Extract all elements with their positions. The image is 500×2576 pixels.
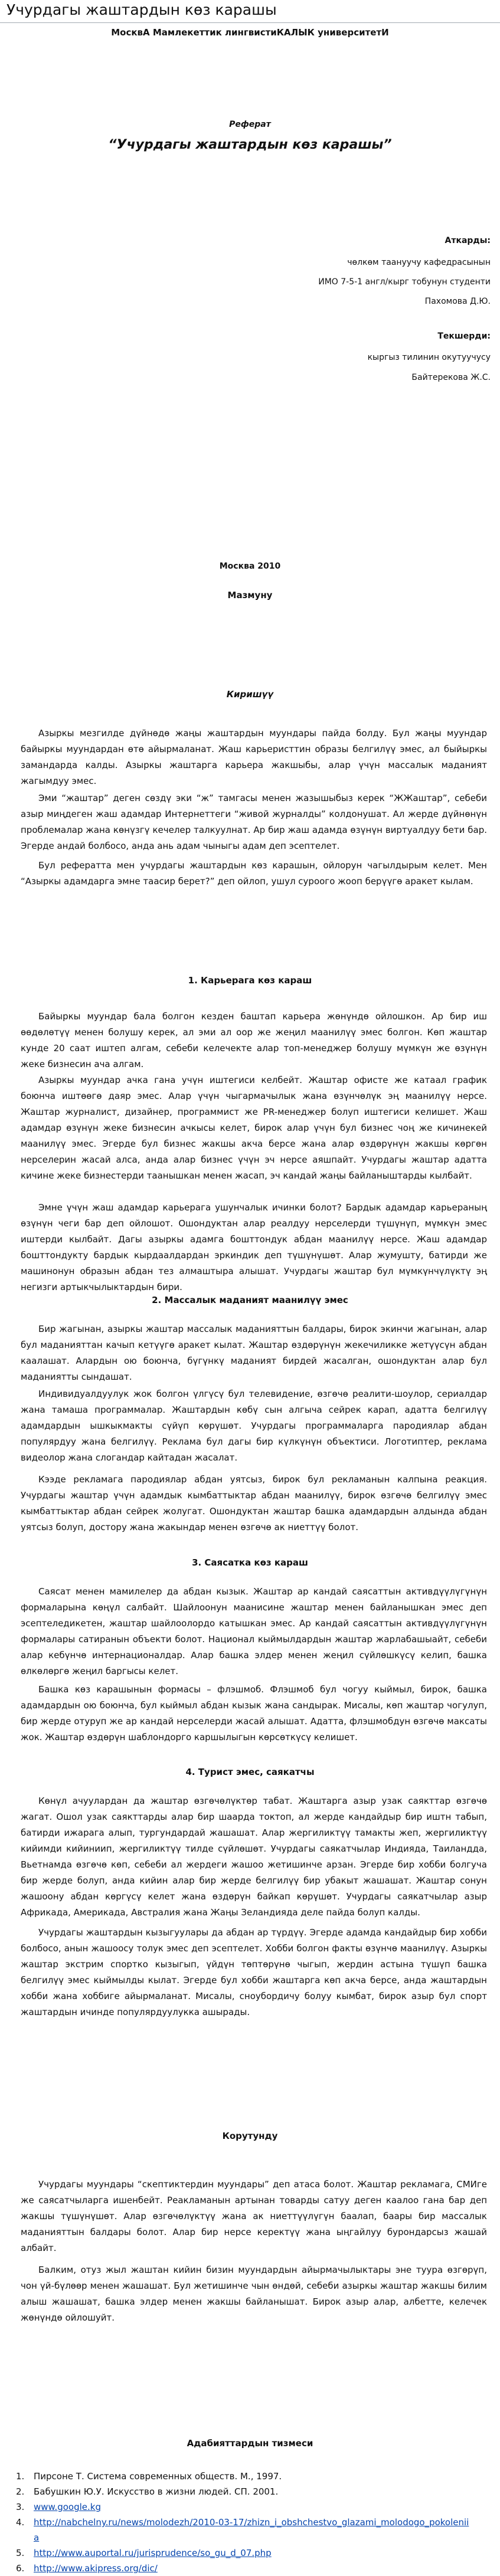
checked-label: Текшерди: [437,332,491,341]
section1-paragraph: Байыркы муундар бала болгон кезден баштап карьера жөнүндө ойлошкон. Ар бир иш өөдөлөтүү менен болушу керек, ал эми ал оор же жеңил маанилүү эмес болгон. Көп жаштар кунде 20 саат иштеп алгам, себеби келечекте алар топ-менеджер болушу мүмкүн же өзүнүн жеке бизнесин ача алгам. [21,1011,487,1069]
conclusion-paragraph: Балким, отуз жыл жаштан кийин бизин муундардын айырмачылыктары эне туура өзгөрүп, чон үй-бүлөөр менен жашашат. Бул жетишинче чын өндөй, себеби азыркы жаштар жакшы билим алыш жашашат, башка элдер менен жакшы байланышат. Бирок азыр алар, албетте, келечек жөнүндө ойлошуйт. [21,2265,487,2323]
section2-paragraph: Кээде рекламага пародиялар абдан уятсыз, бирок бул рекламанын калпына реакция. Учурдагы жаштар үчүн адамдык кымбаттыктар абдан маанилүү, бирок өзгөчө белгилүү эмес кымбаттыктар абдан сейрек жолугат. Ошондуктан жаштар башка адамдардын алдында абдан уятсыз болуп, достору жана жакындар менен өзгөчө ак ниеттүү болот. [21,1474,487,1533]
reference-item [16,2469,488,2484]
section4-paragraph: Учурдагы жаштардын кызыгуулары да абдан ар түрдүү. Эгерде адамда кандайдыр бир хобби болбосо, анын жашоосу толук эмес деп эсептелет. Хобби болгон факты өзүнчө маанилүү. Азыркы жаштар экстрим спортко кызыгып, үйдүн төптөрүнө чыгып, жердин астына түшүп башка белгилүү эмес кыймылды кылат. Эгерде бул хобби жаштарга көп акча берсе, анда жаштардын хобби жана хоббиге айырмаланат. Мисалы, сноубордичу болуу кымбат, бирок азыр бул спорт жаштардын ичинде популярдуулукка ашырады. [21,1927,487,2017]
document-topic: “Учурдагы жаштардын көз карашы” [108,137,392,152]
reference-number: 5. [16,2548,25,2558]
reference-item [16,2499,488,2515]
section1-paragraph: Азыркы муундар ачка гана учүн иштегиси келбейт. Жаштар офисте же катаал график боюнча иштөөгө даяр эмес. Алар үчүн чыгармачылык жана өзүнчөлүк эң маанилүү нерсе. Жаштар журналист, дизайнер, программист же PR-менеджер болуп иштегиси келишет. Жаш адамдар өзүнүн жеке бизнесин ачкысы келет, бирок алар үчүн бул бизнес чоң же кичинекей маанилүү эмес. Эгерде бул бизнес жакшы акча берсе жана алар өздөрүнүн жакшы көргөн нерселерин жасай алса, анда алар бизнес үчүн эч нерсе аяшпайт. Учурдагы жаштар адатта кичине жеке бизнестерди таанышкан менен жасап, эч кандай жаңы байланыштарды кылбайт. [21,1075,487,1181]
section2-heading: 2. Массалык маданият маанилүү эмес [152,1295,348,1305]
reference-link[interactable]: http://nabchelny.ru/news/molodezh/2010-03-17/zhizn_i_obshchestvo_glazami_molodogo_pokoleniia [34,2517,469,2543]
performed-line: ИМО 7-5-1 англ/кырг тобунун студенти [318,277,491,287]
reference-number: 1. [16,2471,25,2482]
conclusion-heading: Корутунду [222,2131,278,2141]
reference-link[interactable]: www.google.kg [34,2502,101,2512]
section4-heading: 4. Турист эмес, саякатчы [185,1767,315,1777]
section2-paragraph: Бир жагынан, азыркы жаштар массалык маданияттын балдары, бирок экинчи жагынан, алар бул маданияттан качып кетүүгө аракет кылат. Жаштар өздөрүнүн жекечиликке жетүүсүн абдан каалашат. Алардын ою боюнча, бүгүнкү маданият бирдей жасалган, ошондуктан алар бул маданиятты сындашат. [21,1324,487,1382]
reference-number: 3. [16,2502,25,2512]
city-year: Москва 2010 [219,562,281,571]
reference-number: 6. [16,2563,25,2574]
reference-number: 4. [16,2517,25,2528]
reference-item [16,2484,488,2499]
checked-line: кыргыз тилинин окутуучусу [367,353,491,362]
reference-link[interactable]: http://www.akipress.org/dic/ [34,2563,158,2574]
section4-paragraph: Көнүл ачуулардан да жаштар өзгөчөлүктөр табат. Жаштарга азыр узак саякттар өзгөчө жагат. Ошол узак саякттарды алар бир шаарда токтоп, ал жерде кандайдыр бир иштн табып, батирди ижарага алып, тургундардай жашашат. Алар жергиликтүү тамакты жеп, жергиликтүү кийимди кийиниип, жергиликтүү тилде сүйлөшөт. Учурдагы саякатчылар Индияда, Таиландда, Вьетнамда өзгөчө көп, себеби ал жердеги жашоо жетишинче арзан. Эгерде бир хобби болгуча бир жерде болуп, анда кийин алар бир жерде белгилүү бир убакыт жашашат. Жаштар сонун жашоону абдан көргүсү келет жана өздөрүн байкап көрүшөт. Учурдагы саякатчылар азыр Африкада, Америкада, Австралия жана Жаңы Зеландияда деле пайда болуп калды. [21,1796,487,1918]
reference-item [16,2515,488,2545]
section3-heading: 3. Саясатка көз караш [192,1557,308,1568]
references-list [16,2469,488,2576]
checked-line: Байтерекова Ж.С. [411,373,491,382]
section2-paragraph: Индивидуалдуулук жок болгон үлгүсү бул телевидение, өзгөчө реалити-шоулор, сериалдар жана тамаша программалар. Жаштардын көбү сын алгыча сейрек карап, адатта белгилүү адамдардын ышкыкмакты сүйүп көрүшөт. Учурдагы программаларга пародиялар абдан популярдуу жана белгилүү. Реклама бул дагы бир күлкүнүн объектиси. Логотиптер, реклама видеолор жана слогандар кайтадан жасалат. [21,1389,487,1463]
toc-heading: Мазмуну [227,590,273,600]
title-divider [0,22,500,23]
page-title: Учурдагы жаштардын көз карашы [6,1,277,18]
performed-label: Аткарды: [445,236,491,245]
section1-paragraph: Эмне үчүн жаш адамдар карьерага ушунчалык ичинки болот? Бардык адамдар карьераның өзүнүн чеги бар деп ойлошот. Ошондуктан алар реалдуу нерселерди түшүнүп, мүмкүн эмес иштерди кылбайт. Дагы азыркы адамга бошттондук абдан маанилүү нерсе. Жаш адамдар бошттондукту бардык кырдаалдардан эркиндик деп түшүнүшөт. Алар жумушту, батирди же машинонун образын абдан тез алмаштыра алышат. Учурдагы жаштар бул мүмкүнчүлүктү эң негизги артыкчылыктардын бири. [21,1202,487,1292]
section3-paragraph: Башка көз карашынын формасы – флэшмоб. Флэшмоб бул чогуу кыймыл, бирок, башка адамдардын ою боюнча, бул кыймыл абдан кызык жана сандырак. Мисалы, көп жаштар чогулуп, бир жерде отуруп же ар кандай нерселерди жасай алышат. Адатта, флэшмобдун өзгөчө максаты жок. Жаштар өздөрүн шаблондорго каршылыгын көрсөткүсү келишет. [21,1684,487,1743]
reference-item [16,2561,488,2576]
intro-paragraph: Бул рефератта мен учурдагы жаштардын көз карашын, ойлорун чагылдырым келет. Мен “Азыркы адамдарга эмне таасир берет?” деп ойлоп, ушул суроого жооп берүүгө аракет кылам. [21,860,487,887]
reference-item [16,2545,488,2561]
intro-paragraph: Эми “жаштар” деген сөздү эки “ж” тамгасы менен жазышыбыз керек “ЖЖаштар”, себеби азыр миңдеген жаш адамдар Интернеттеги “живой журналды” колдонушат. Ал жерде дүйнөнүн проблемалар жана көнүзгү кечелер талкуулнат. Ар бир жаш адамда өзүнүн виртуалдуу бети бар. Эгерде андай болбосо, анда ань адам чыныгы адам деп эсептелет. [21,793,487,851]
intro-paragraph: Азыркы мезгилде дүйнөдө жаңы жаштардын муундары пайда болду. Бул жаңы муундар байыркы муундардан өтө айырмаланат. Жаш карьеристтин образы белгилүү эмес, ал быйыркы замандарда калды. Азыркы жаштарга карьера жакшыбы, алар үчүн массалык маданият жагымдуу эмес. [21,728,487,786]
reference-link[interactable]: http://www.auportal.ru/jurisprudence/so_gu_d_07.php [34,2548,272,2558]
performed-line: чөлкөм таануучу кафедрасынын [347,258,491,267]
intro-heading: Киришүү [226,689,274,700]
references-heading: Адабияттардын тизмеси [187,2438,313,2449]
reference-number: 2. [16,2486,25,2497]
conclusion-paragraph: Учурдагы муундары “скептиктердин муундары” деп атаса болот. Жаштар рекламага, СМИге же саясатчыларга ишенбейт. Реакламанын артынан товарды сатуу деген каалоо гана бар деп жакшы түшүнүшөт. Алар өзгөчөлүктүү жана ак ниеттүүлүгүн баалап, баары бир массалык маданияттын балдары болот. Алар бир нерсе керектүү жана ыңгайлуу бурондарсыз жашай албайт. [21,2179,487,2253]
university-name: МосквА Мамлекеттик лингвистиКАЛЫК университетИ [111,27,389,38]
document-genre: Реферат [229,120,271,129]
reference-text: Пирсоне Т. Система современных обществ. М., 1997. [34,2471,282,2482]
section3-paragraph: Саясат менен мамилелер да абдан кызык. Жаштар ар кандай саясаттын активдүүлүгүнүн формаларына көңүл салбайт. Шайлоонун маанисине жаштар менен байланышкан эмес деп эсептеледикетен, жаштар шайлоолордо катышкан эмес. Ар кандай саясаттын активдүүлүгүнүн формалары сатиранын объекти болот. Национал кыймылдардын жаштар жарлабашыайт, себеби алар кебүнчө интернационалдар. Алар башка элдер менен жеңил сүйлөшкүсү келип, башка өлкөлөргө жеңил баргысы келет. [21,1586,487,1676]
reference-text: Бабушкин Ю.У. Искусство в жизни людей. СП. 2001. [34,2486,279,2497]
performed-line: Пахомова Д.Ю. [424,297,491,306]
section1-heading: 1. Карьерага көз караш [188,975,312,986]
